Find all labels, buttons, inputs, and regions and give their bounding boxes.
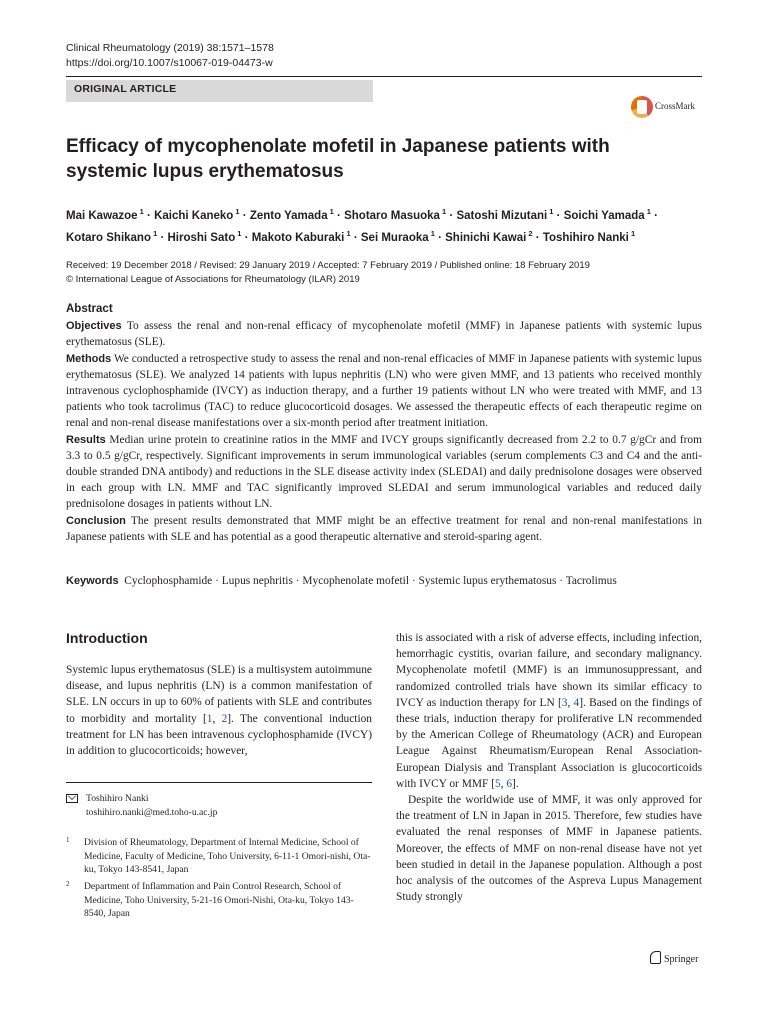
- citation-link[interactable]: 1: [206, 712, 213, 725]
- author-name[interactable]: Toshihiro Nanki $^1$: [542, 228, 636, 244]
- crossmark-button[interactable]: [631, 96, 703, 120]
- author-affiliation-marker: 1: [233, 207, 240, 216]
- affiliation-text: Division of Rheumatology, Department of Internal Medicine, School of Medicine, Faculty of Medicine, Toho University, 6-11-1 Omori-nishi, Ota-ku, Tokyo 143-8541, Japan: [84, 837, 371, 875]
- journal-citation: [66, 41, 274, 71]
- author-name[interactable]: Shotaro Masuoka $^1$: [344, 207, 447, 222]
- affiliation-text: Department of Inflammation and Pain Control Research, School of Medicine, Toho University, 5-21-16 Omori-Nishi, Ota-ku, Tokyo 143-8540, Japan: [84, 881, 354, 919]
- author-affiliation-marker: 1: [150, 228, 158, 238]
- affiliation-1: [66, 836, 372, 877]
- abstract-heading: Abstract: [66, 303, 113, 315]
- intro-right-column: [396, 630, 702, 905]
- paragraph: Despite the worldwide use of MMF, it was only approved for the treatment of LN in Japan in 2015. Therefore, few studies have evaluated the renal responses of MMF in Japanese patients. Moreover, the effects of MMF on non-renal disease have not yet been studied in detail in the Japanese population. Although a post hoc analysis of the outcomes of the Aspreva Lupus Management Study strongly: [396, 794, 702, 904]
- objectives-label: Objectives: [66, 320, 122, 333]
- header-rule: [66, 76, 702, 77]
- affiliation-2: [66, 880, 372, 921]
- author-affiliation-marker: 1: [547, 207, 554, 216]
- citation-link[interactable]: 6: [506, 777, 513, 790]
- abstract-results: [66, 432, 702, 513]
- abstract-methods: [66, 351, 702, 432]
- results-label: Results: [66, 433, 106, 446]
- keywords-text: Cyclophosphamide · Lupus nephritis · Mycophenolate mofetil · Systemic lupus erythematosus · Tacrolimus: [124, 575, 617, 587]
- article-title: Efficacy of mycophenolate mofetil in Japanese patients with systemic lupus erythematosus: [66, 136, 610, 182]
- author-affiliation-marker: 1: [428, 228, 435, 238]
- methods-label: Methods: [66, 352, 112, 365]
- abstract-conclusion: [66, 513, 702, 545]
- author-affiliation-marker: 1: [344, 228, 351, 238]
- author-name[interactable]: Satoshi Mizutani $^1$: [456, 207, 554, 222]
- author-name[interactable]: Shinichi Kawai $^2$: [445, 228, 533, 244]
- author-name[interactable]: Hiroshi Sato $^1$: [167, 228, 242, 244]
- corresponding-email[interactable]: toshihiro.nanki@med.toho-u.ac.jp: [86, 806, 218, 818]
- citation-link[interactable]: 5: [494, 777, 501, 790]
- journal-name: Clinical Rheumatology (2019) 38:1571–1578: [66, 42, 274, 54]
- history-dates: Received: 19 December 2018 / Revised: 29 January 2019 / Accepted: 7 February 2019 / Published online: 18 February 2019: [66, 260, 590, 271]
- conclusion-label: Conclusion: [66, 514, 126, 527]
- crossmark-label: CrossMark: [655, 101, 695, 111]
- abstract: [66, 301, 702, 545]
- publisher-name: Springer: [664, 954, 699, 965]
- abstract-objectives: [66, 318, 702, 350]
- author-name[interactable]: Kaichi Kaneko $^1$: [154, 207, 240, 222]
- article-type-badge: ORIGINAL ARTICLE: [66, 80, 373, 102]
- conclusion-text: The present results demonstrated that MMF might be an effective treatment for renal and non-renal manifestations in Japanese patients with SLE and has potential as a good therapeutic alternative and steroid-sparing agent.: [66, 514, 702, 543]
- author-name[interactable]: Sei Muraoka $^1$: [360, 228, 435, 244]
- citation-link[interactable]: 4: [573, 696, 580, 709]
- keywords: [66, 573, 706, 589]
- citation-link[interactable]: 2: [221, 712, 228, 725]
- corresponding-name: Toshihiro Nanki: [86, 793, 149, 804]
- author-name[interactable]: Zento Yamada $^1$: [249, 207, 334, 222]
- objectives-text: To assess the renal and non-renal efficacy of mycophenolate mofetil (MMF) in Japanese patients with systemic lupus erythematosus (SLE).: [66, 320, 702, 349]
- author-name[interactable]: Kotaro Shikano $^1$: [66, 228, 158, 244]
- affiliation-number: 1: [66, 836, 70, 844]
- affiliation-number: 2: [66, 880, 70, 888]
- author-name[interactable]: Makoto Kaburaki $^1$: [251, 228, 351, 244]
- author-name[interactable]: Soichi Yamada $^1$: [563, 207, 651, 222]
- doi-link[interactable]: https://doi.org/10.1007/s10067-019-04473-w: [66, 57, 273, 69]
- publication-dates: [66, 259, 706, 287]
- author-affiliation-marker: 1: [327, 207, 334, 216]
- intro-left-column: Systemic lupus erythematosus (SLE) is a multisystem autoimmune disease, and lupus nephritis (LN) is a common manifestation of SLE. LN occurs in up to 60% of patients with SLE and contributes to morbidity and mortality [1, 2]. The conventional induction treatment for LN has been intravenous cyclophosphamide (IVCY) in addition to glucocorticoids; however,: [66, 664, 372, 758]
- author-name[interactable]: Mai Kawazoe $^1$: [66, 207, 144, 222]
- publisher-logo: [650, 951, 698, 965]
- author-affiliation-marker: 2: [526, 228, 533, 238]
- methods-text: We conducted a retrospective study to assess the renal and non-renal efficacies of MMF in Japanese patients with systemic lupus erythematosus (SLE). We analyzed 14 patients with lupus nephritis (LN) who were given MMF, and 13 patients who received monthly intravenous cyclophosphamide (IVCY) as induction therapy, and a further 19 patients without LN who were treated with MMF, and 13 patients who took tacrolimus (TAC) to reduce glucocorticoid dosages. We assessed the therapeutic effects of each therapeutic regime on renal and non-renal disease manifestations over a six-month period after treatment initiation.: [66, 352, 702, 430]
- springer-horse-icon: [650, 951, 661, 964]
- author-affiliation-marker: 1: [628, 228, 636, 238]
- keywords-label: Keywords: [66, 575, 119, 587]
- copyright-line: © International League of Associations for Rheumatology (ILAR) 2019: [66, 274, 360, 285]
- author-affiliation-marker: 1: [644, 207, 651, 216]
- author-list: Mai Kawazoe $^1$ · Kaichi Kaneko $^1$ · Zento Yamada $^1$ · Shotaro Masuoka $^1$ · Satoshi Mizutani $^1$ · Soichi Yamada $^1$ · Kotaro Shikano $^1$ · Hiroshi Sato $^1$ · Makoto Kaburaki $^1$ · Sei Muraoka $^1$ · Shinichi Kawai $^2$ · Toshihiro Nanki $^1$: [66, 207, 658, 244]
- envelope-icon: [66, 794, 78, 803]
- introduction-heading: Introduction: [66, 630, 148, 646]
- crossmark-icon: [631, 96, 653, 118]
- results-text: Median urine protein to creatinine ratios in the MMF and IVCY groups significantly decreased from 2.2 to 0.7 g/gCr and from 3.3 to 0.5 g/gCr, respectively. Significant improvements in serum immunological variables (serum complements C3 and C4 and the anti-double stranded DNA antibody) and reductions in the SLE disease activity index (SLEDAI) and daily prednisolone dosages were observed in each group with LN. MMF and TAC significantly improved SLEDAI and serum immunological variables and reduced daily prednisolone dosages in patients without LN.: [66, 433, 702, 511]
- corresponding-author: [66, 792, 372, 819]
- author-affiliation-marker: 1: [439, 207, 447, 216]
- paragraph: this is associated with a risk of adverse effects, including infection, hemorrhagic cystitis, ovarian failure, and secondary malignancy. Mycophenolate mofetil (MMF) is an immunosuppressant, and randomized controlled trials have shown its similar efficacy to IVCY as induction therapy for LN [3, 4]. Based on the findings of these trials, induction therapy for proliferative LN recommended by the American College of Rheumatology (ACR) and European League Against Rheumatism/European Renal Association-European Dialysis and Transplant Association is glucocorticoids with IVCY or MMF [5, 6].: [396, 632, 702, 790]
- footnote-rule: [66, 782, 372, 783]
- author-affiliation-marker: 1: [235, 228, 242, 238]
- citation-link[interactable]: 3: [561, 696, 568, 709]
- author-affiliation-marker: 1: [137, 207, 144, 216]
